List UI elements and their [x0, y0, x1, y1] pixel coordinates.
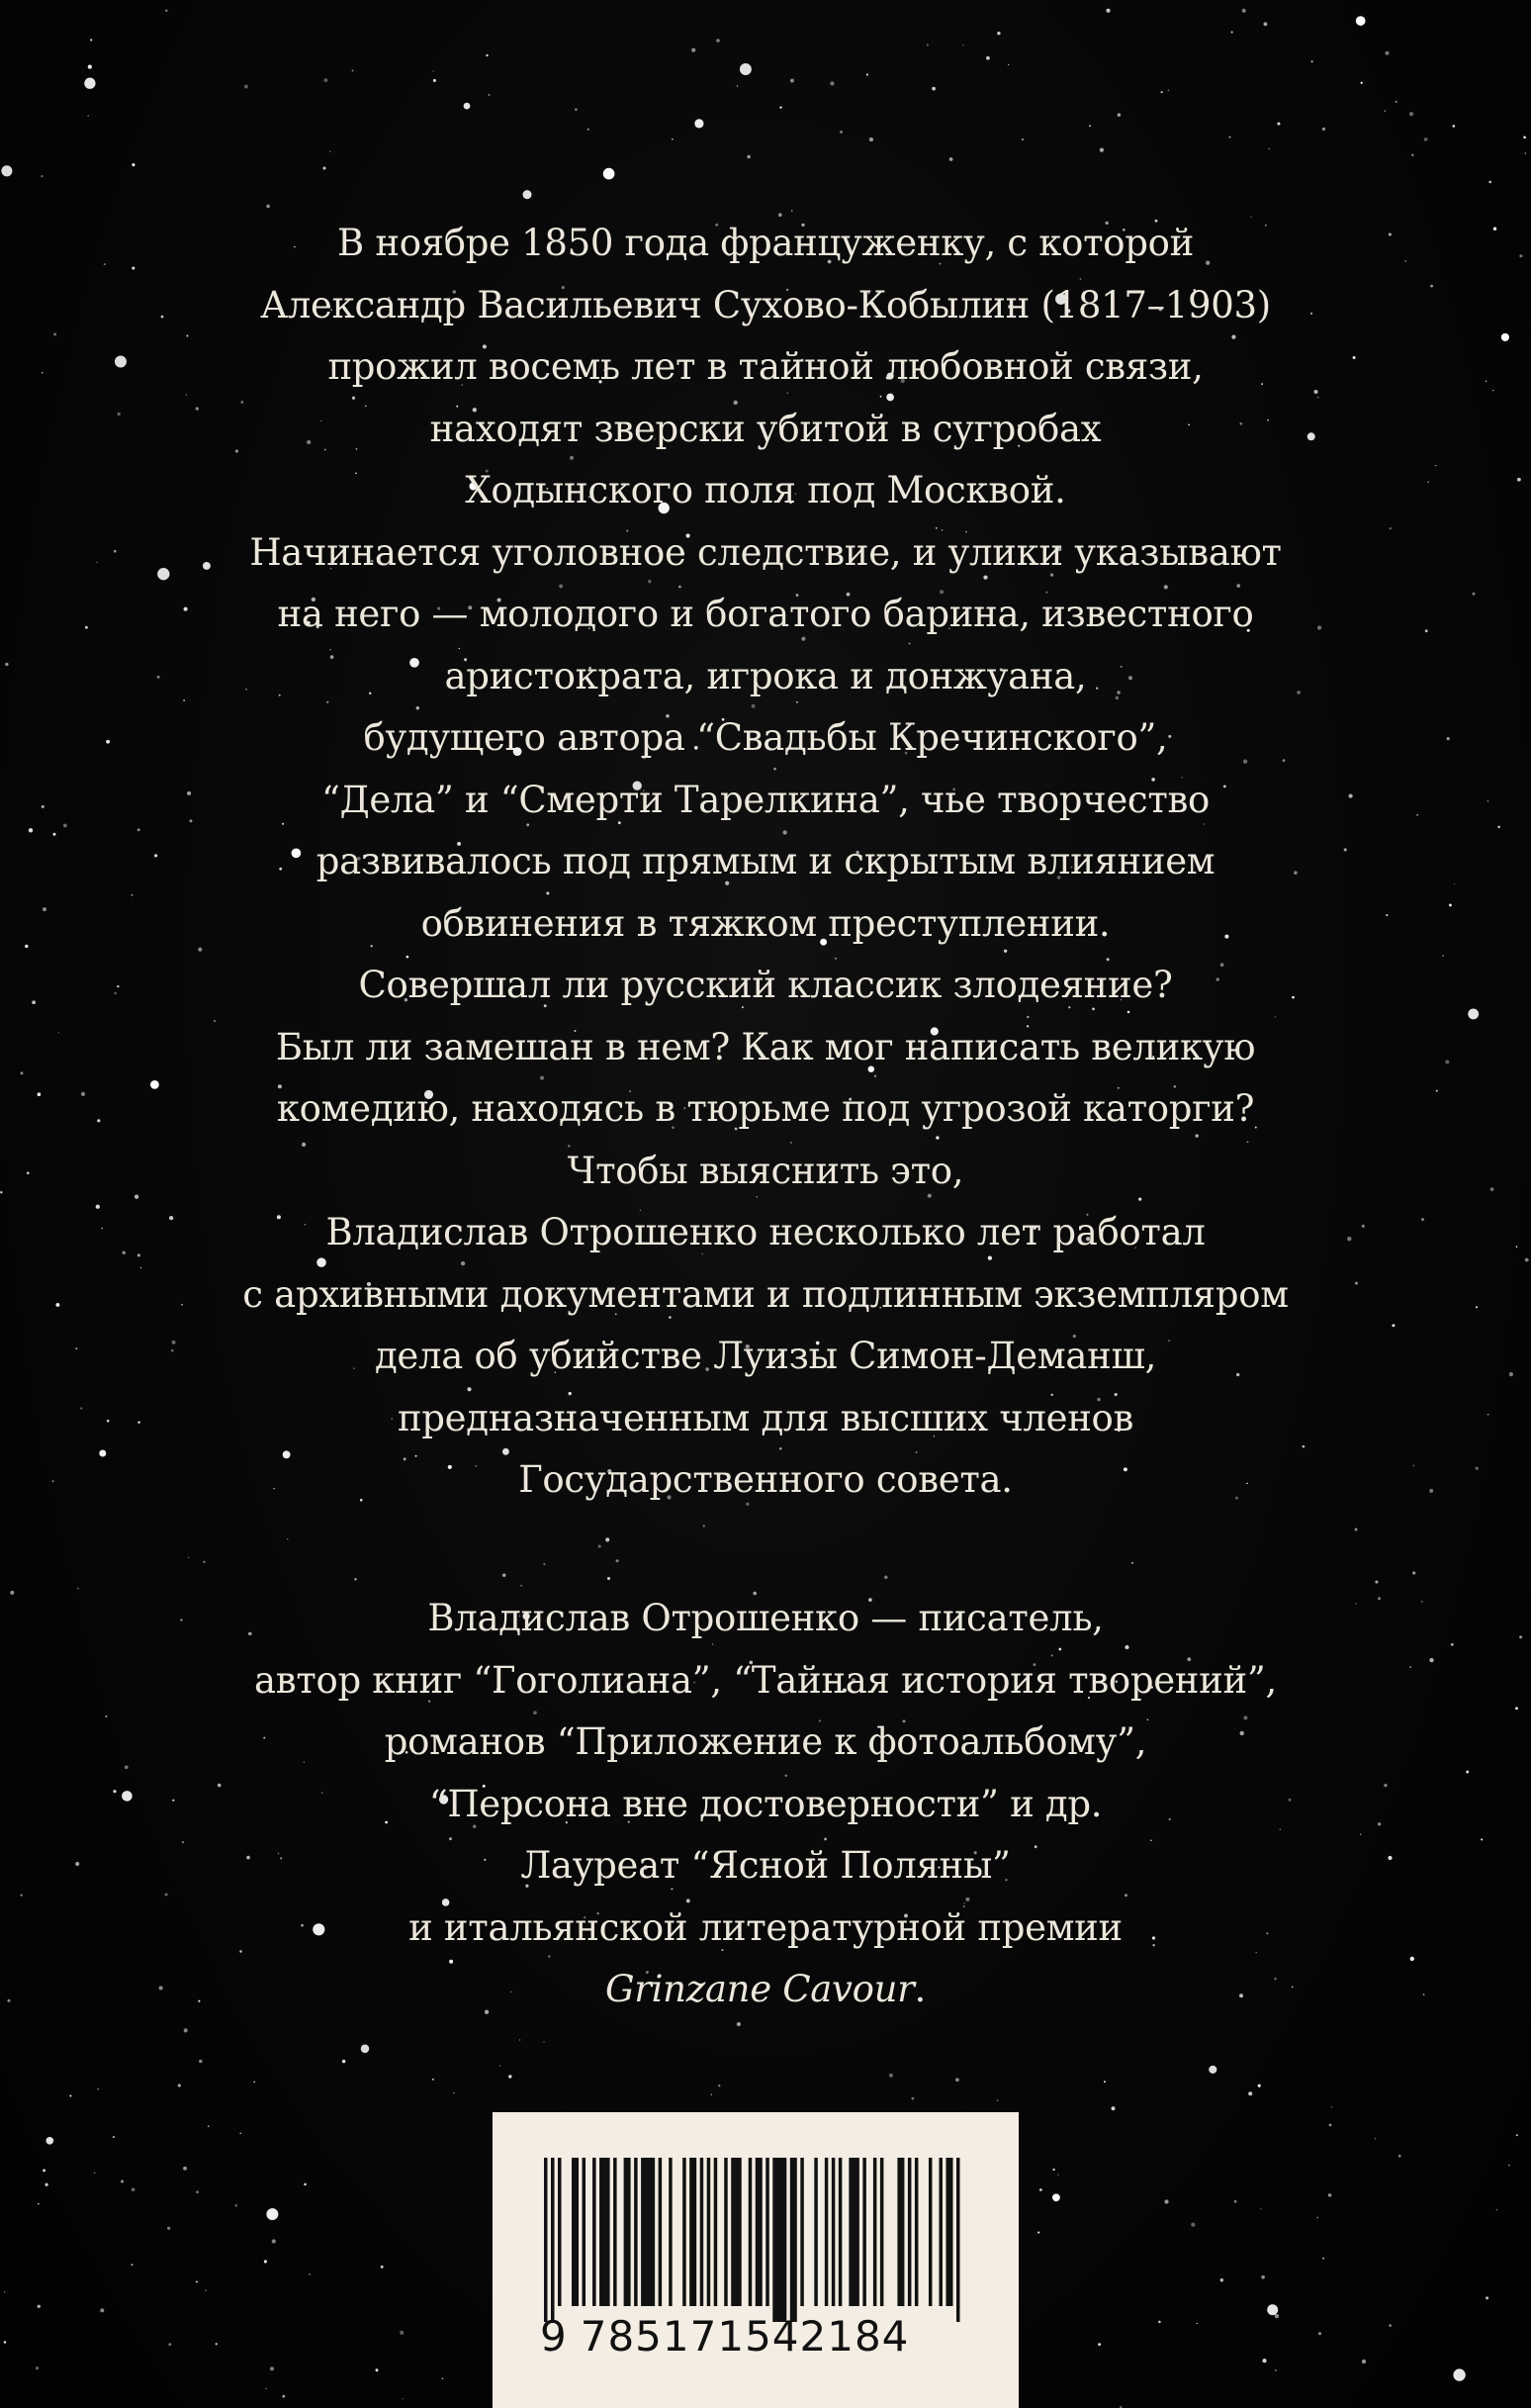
star — [488, 94, 490, 96]
star — [1424, 138, 1428, 141]
star — [36, 2366, 39, 2369]
star — [1209, 2066, 1216, 2074]
star — [354, 1578, 356, 1580]
author-bio-line: Лауреат “Ясной Поляны” — [520, 1844, 1011, 1887]
star — [1452, 125, 1455, 128]
author-bio-line: “Персона вне достоверности” и др. — [428, 1782, 1103, 1825]
star — [1258, 2084, 1261, 2087]
star — [400, 2331, 404, 2335]
star — [1118, 113, 1122, 117]
star — [779, 106, 781, 108]
star — [694, 119, 703, 128]
barcode-bar — [544, 2158, 548, 2322]
star — [376, 2368, 379, 2371]
barcode-bar — [839, 2158, 843, 2306]
star — [43, 2169, 45, 2172]
star — [543, 1563, 545, 1565]
author-bio-line: автор книг “Гоголиана”, “Тайная история творений”, — [254, 1658, 1277, 1702]
star — [1057, 2175, 1058, 2176]
star — [1322, 128, 1325, 131]
star — [38, 2305, 41, 2308]
author-bio-last-line — [0, 1959, 1531, 2021]
barcode-bar — [772, 2158, 786, 2322]
barcode-bar — [814, 2158, 818, 2306]
star — [911, 2097, 914, 2100]
star — [1039, 2188, 1042, 2191]
star — [216, 2343, 218, 2345]
star — [866, 73, 868, 75]
barcode-bar — [790, 2158, 797, 2322]
star — [1361, 82, 1363, 84]
star — [955, 2078, 959, 2082]
star — [1322, 2258, 1324, 2260]
star — [1411, 153, 1414, 156]
star — [38, 2203, 40, 2205]
barcode-bar — [613, 2158, 617, 2306]
star — [672, 139, 674, 140]
barcode-bar — [682, 2158, 686, 2306]
star — [1230, 31, 1232, 33]
star — [88, 65, 92, 69]
barcode-bar — [929, 2158, 933, 2306]
barcode-bar — [756, 2158, 763, 2306]
star — [205, 2289, 206, 2290]
star — [1316, 2217, 1318, 2219]
star — [997, 32, 1001, 36]
star — [203, 1561, 205, 1563]
star — [1375, 2138, 1377, 2140]
star — [1, 165, 12, 176]
star — [519, 2039, 520, 2040]
star — [188, 1557, 189, 1558]
description-line: предназначенным для высших членов — [397, 1396, 1134, 1439]
star — [1362, 2360, 1366, 2363]
star — [1248, 2091, 1252, 2095]
barcode-bar — [915, 2158, 919, 2306]
star — [737, 2022, 741, 2026]
star — [100, 2308, 104, 2312]
star — [287, 1538, 288, 1539]
star — [740, 63, 752, 75]
star — [266, 2208, 278, 2220]
star — [718, 2084, 720, 2086]
barcode-bar — [624, 2158, 631, 2306]
star — [282, 2395, 285, 2398]
star — [1486, 2296, 1488, 2299]
author-bio-line: романов “Приложение к фотоальбому”, — [384, 1720, 1147, 1763]
barcode-bar — [766, 2158, 769, 2306]
star — [605, 1537, 609, 1541]
star — [869, 138, 873, 141]
star — [1263, 22, 1267, 26]
star — [1384, 110, 1386, 112]
barcode-bar — [897, 2158, 904, 2306]
description-line: Александр Васильевич Сухово-Кобылин (1817–1903) — [260, 283, 1271, 326]
star — [616, 1559, 619, 1562]
star — [1168, 90, 1170, 92]
star — [1262, 2359, 1266, 2362]
star — [1191, 2222, 1195, 2226]
star — [323, 167, 326, 170]
star — [352, 69, 354, 71]
star — [543, 2041, 544, 2042]
barcode-bar — [800, 2158, 804, 2306]
description-line: комедию, находясь в тюрьме под угрозой каторги? — [276, 1087, 1255, 1130]
star — [1453, 2368, 1465, 2380]
star — [575, 108, 577, 110]
star — [1220, 2278, 1223, 2281]
star — [499, 2065, 500, 2066]
star — [1355, 1528, 1358, 1531]
star — [132, 163, 135, 166]
star — [442, 2377, 444, 2379]
star — [1037, 2232, 1039, 2234]
star — [1229, 137, 1231, 139]
star — [1516, 2134, 1518, 2136]
barcode-bar — [689, 2158, 696, 2306]
star — [486, 54, 488, 56]
star — [1275, 2369, 1277, 2371]
star — [208, 2125, 210, 2127]
star — [1104, 2081, 1106, 2083]
barcode-bar — [825, 2158, 829, 2306]
star — [196, 2281, 198, 2283]
star — [986, 56, 990, 60]
star — [520, 1585, 522, 1587]
barcode-bar — [714, 2158, 718, 2306]
star — [4, 2291, 5, 2292]
star — [183, 2167, 187, 2171]
star — [1106, 9, 1110, 13]
star — [1318, 2332, 1321, 2335]
star — [45, 2183, 47, 2186]
star — [997, 2099, 999, 2101]
description-line: дела об убийстве Луизы Симон-Деманш, — [374, 1335, 1157, 1377]
star — [711, 2094, 712, 2095]
star — [1398, 2155, 1401, 2158]
star — [113, 2136, 115, 2138]
barcode-bar — [873, 2158, 877, 2306]
star — [1311, 60, 1313, 62]
star — [1242, 9, 1246, 13]
description-line: с архивными документами и подлинным экземпляром — [242, 1272, 1289, 1316]
description-line: Владислав Отрошенко несколько лет работал — [325, 1211, 1206, 1253]
barcode-bar — [956, 2158, 960, 2322]
star — [1496, 2209, 1498, 2211]
star — [432, 70, 433, 71]
star — [603, 168, 615, 180]
star — [502, 1574, 505, 1577]
isbn-barcode-panel — [493, 2112, 1019, 2408]
star — [716, 39, 720, 43]
star — [1158, 2321, 1161, 2324]
star — [1409, 112, 1413, 116]
isbn-digits: 785171542184 — [580, 2312, 910, 2361]
description-line: Ходынского поля под Москвой. — [465, 469, 1066, 511]
star — [178, 2084, 181, 2086]
star — [253, 2082, 255, 2084]
description-line: будущего автора “Свадьбы Кречинского”, — [363, 716, 1168, 759]
star — [264, 2260, 267, 2263]
star — [168, 2343, 171, 2346]
barcode-bar — [551, 2158, 555, 2322]
star — [889, 2074, 893, 2078]
star — [132, 2264, 134, 2266]
star — [342, 2060, 345, 2063]
barcode-bar — [724, 2158, 728, 2306]
star — [1389, 2324, 1392, 2327]
barcode-bar — [707, 2158, 711, 2306]
barcode-bar — [583, 2158, 586, 2306]
star — [830, 81, 834, 85]
star — [1328, 2193, 1332, 2197]
author-bio — [0, 1588, 1531, 2021]
star — [1164, 2199, 1168, 2203]
star — [1275, 2314, 1279, 2318]
barcode-bar — [599, 2158, 610, 2306]
barcode-bar — [880, 2158, 884, 2306]
description-line: Совершал ли русский классик злодеяние? — [358, 964, 1173, 1006]
star — [884, 1576, 888, 1580]
star — [1098, 2343, 1101, 2346]
star — [1329, 2124, 1332, 2127]
star — [1277, 122, 1280, 125]
star — [453, 2092, 454, 2093]
star — [1100, 148, 1104, 152]
star — [791, 210, 793, 212]
star — [1268, 148, 1270, 150]
star — [1261, 2275, 1265, 2279]
barcode-bar — [731, 2158, 742, 2306]
star — [323, 78, 327, 82]
star — [361, 2045, 370, 2054]
star — [1508, 2165, 1509, 2166]
star — [1525, 152, 1527, 154]
description-line: “Дела” и “Смерти Тарелкина”, чье творчество — [320, 778, 1211, 821]
star — [402, 2398, 403, 2399]
star — [949, 157, 953, 161]
barcode-bar — [558, 2158, 562, 2306]
star — [196, 2190, 199, 2193]
description-line: В ноябре 1850 года француженку, с которой — [337, 222, 1194, 264]
star — [598, 1544, 601, 1547]
description-line: обвинения в тяжком преступлении. — [420, 901, 1111, 945]
star — [381, 2266, 384, 2269]
star — [329, 150, 331, 152]
star — [962, 45, 963, 46]
star — [1089, 125, 1091, 127]
star — [1234, 2200, 1237, 2203]
description-line: находят зверски убитой в сугробах — [429, 407, 1102, 450]
star — [587, 129, 589, 131]
prize-suffix: . — [914, 1968, 926, 2010]
star — [304, 2183, 307, 2186]
description-line: на него — молодого и богатого барина, известного — [277, 593, 1254, 635]
star — [1523, 137, 1526, 139]
star — [239, 2133, 240, 2134]
barcode-bar — [592, 2158, 596, 2306]
star — [1356, 16, 1366, 26]
isbn-lead-digit: 9 — [540, 2312, 567, 2361]
star — [1396, 101, 1397, 103]
star — [165, 9, 167, 11]
author-bio-line: и итальянской литературной премии — [408, 1905, 1123, 1949]
description-line: Государственного совета. — [518, 1458, 1013, 1501]
barcode-bar — [659, 2158, 663, 2306]
star — [90, 39, 92, 41]
star — [69, 2095, 71, 2097]
star — [1161, 91, 1163, 93]
star — [1008, 64, 1009, 65]
book-description — [0, 213, 1531, 1512]
star — [235, 2204, 238, 2207]
star — [1267, 2304, 1278, 2315]
star — [607, 1577, 610, 1580]
star — [691, 48, 695, 52]
star — [1112, 2106, 1116, 2110]
star — [167, 2227, 170, 2230]
star — [270, 2366, 274, 2370]
star — [522, 190, 531, 199]
star — [4, 2341, 6, 2343]
star — [464, 103, 471, 110]
star — [94, 2172, 96, 2174]
star — [1488, 181, 1491, 184]
star — [1131, 1562, 1133, 1564]
author-bio-line: Владислав Отрошенко — писатель, — [427, 1597, 1104, 1639]
barcode-bar — [641, 2158, 655, 2306]
star — [184, 2028, 188, 2032]
description-line: аристократа, игрока и донжуана, — [444, 654, 1087, 697]
star — [508, 2075, 511, 2078]
star — [433, 79, 436, 82]
star — [737, 85, 738, 86]
star — [244, 85, 248, 89]
star — [266, 205, 270, 209]
isbn-number — [540, 2312, 975, 2361]
barcode-bar — [572, 2158, 579, 2306]
star — [1052, 2193, 1060, 2201]
star — [265, 2388, 266, 2389]
barcode-bar — [700, 2158, 704, 2306]
star — [1412, 1571, 1415, 1574]
star — [1197, 2323, 1198, 2324]
star — [747, 155, 750, 158]
star — [87, 115, 88, 116]
star — [41, 175, 43, 177]
description-line: Чтобы выяснить это, — [567, 1149, 964, 1192]
star — [932, 87, 936, 91]
barcode-bar — [749, 2158, 753, 2306]
star — [840, 131, 843, 134]
star — [309, 2273, 311, 2275]
star — [1331, 2106, 1332, 2107]
star — [790, 79, 794, 83]
star — [1022, 139, 1024, 140]
star — [272, 2239, 276, 2243]
barcode-bar — [862, 2158, 866, 2306]
barcode-bar — [669, 2158, 673, 2306]
barcode-bar — [832, 2158, 836, 2306]
star — [132, 2187, 135, 2191]
barcode-bar — [939, 2158, 943, 2306]
star — [1260, 2208, 1261, 2209]
star — [703, 1525, 705, 1527]
description-line: развивалось под прямым и скрытым влиянием — [315, 840, 1216, 882]
description-line: Начинается уголовное следствие, и улики указывают — [249, 530, 1282, 574]
star — [121, 2180, 124, 2183]
barcode-bars — [544, 2158, 963, 2322]
star — [1375, 1580, 1378, 1583]
barcode-bar — [849, 2158, 859, 2306]
star — [927, 45, 929, 46]
star — [1052, 2169, 1054, 2171]
star — [97, 2088, 99, 2090]
barcode-bar — [634, 2158, 638, 2306]
barcode-bar — [946, 2158, 952, 2306]
barcode-bar — [908, 2158, 912, 2306]
description-line: Был ли замешан в нем? Как мог написать великую — [275, 1025, 1256, 1068]
star — [84, 78, 95, 89]
description-line: прожил восемь лет в тайной любовной связи, — [327, 345, 1204, 388]
star — [1386, 51, 1390, 55]
star — [45, 2137, 53, 2145]
star — [432, 2079, 434, 2081]
star — [199, 2060, 202, 2063]
prize-name: Grinzane Cavour — [605, 1968, 915, 2010]
